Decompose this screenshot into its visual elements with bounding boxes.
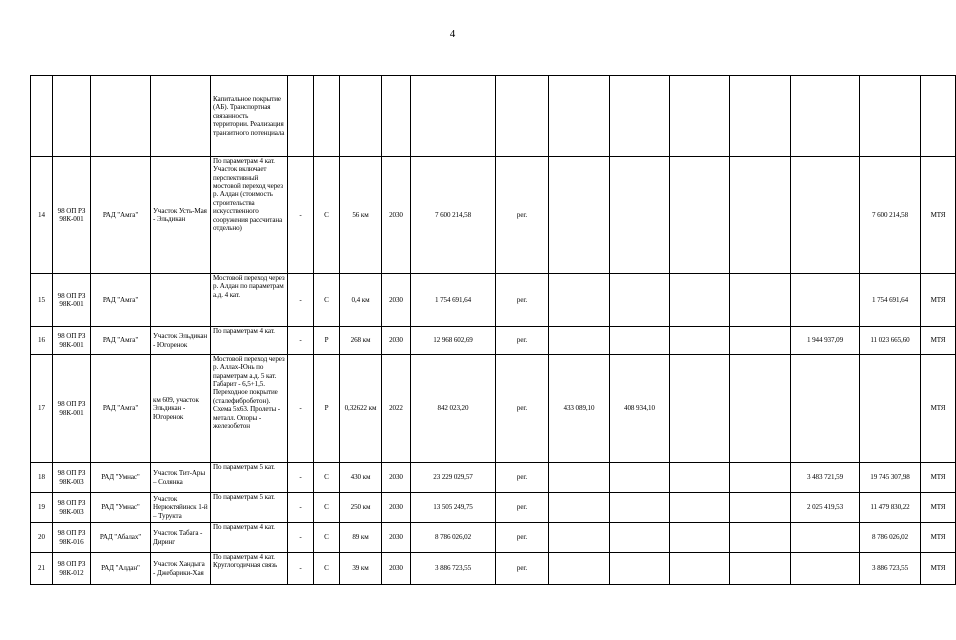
cell-no: 18: [31, 463, 53, 493]
cell-year-3: [670, 76, 730, 157]
cell-section: Участок Нерюктяйинск 1-й – Турукта: [151, 493, 211, 523]
cell-responsible: МТЯ: [921, 274, 956, 327]
cell-total: 19 745 307,98: [860, 463, 921, 493]
cell-total: 1 754 691,64: [860, 274, 921, 327]
cell-source: рег.: [496, 274, 549, 327]
cell-no: 16: [31, 327, 53, 355]
cell-length: 430 км: [340, 463, 382, 493]
cell-year: 2030: [382, 523, 411, 553]
cell-year-5: [791, 523, 860, 553]
cell-year-5: 1 944 937,09: [791, 327, 860, 355]
cell-year-3: [670, 157, 730, 274]
cell-section: [151, 274, 211, 327]
cell-category: С: [314, 493, 340, 523]
cell-category: С: [314, 523, 340, 553]
cell-road-code: 98 ОП РЗ 98К-016: [53, 523, 91, 553]
cell-year-1: [549, 76, 610, 157]
cell-year-5: [791, 355, 860, 463]
cell-road-name: РАД "Алдан": [91, 553, 151, 585]
cell-dash: -: [288, 553, 314, 585]
cell-category: С: [314, 553, 340, 585]
cell-section: Участок Хандыга - Джебарики-Хая: [151, 553, 211, 585]
cell-year-1: [549, 523, 610, 553]
cell-year-2: [610, 327, 670, 355]
cell-year-4: [730, 463, 791, 493]
cell-year-1: [549, 463, 610, 493]
cell-year-1: 433 089,10: [549, 355, 610, 463]
cell-year-4: [730, 274, 791, 327]
cell-section: Участок Тит-Ары – Солянка: [151, 463, 211, 493]
cell-dash: -: [288, 523, 314, 553]
road-projects-table: [30, 75, 956, 585]
cell-total: [860, 76, 921, 157]
cell-road-code: 98 ОП РЗ 98К-003: [53, 463, 91, 493]
cell-section: Участок Эльдикан - Югоренок: [151, 327, 211, 355]
cell-year-4: [730, 553, 791, 585]
cell-road-name: РАД "Амга": [91, 355, 151, 463]
cell-description: По параметрам 5 кат.: [211, 493, 288, 523]
cell-total: 7 600 214,58: [860, 157, 921, 274]
cell-source: рег.: [496, 553, 549, 585]
cell-road-name: РАД "Абалах": [91, 523, 151, 553]
cell-year-4: [730, 355, 791, 463]
cell-responsible: МТЯ: [921, 493, 956, 523]
cell-section: Участок Табага - Диринг: [151, 523, 211, 553]
cell-total: 8 786 026,02: [860, 523, 921, 553]
cell-category: [314, 76, 340, 157]
cell-year-2: [610, 76, 670, 157]
cell-year-2: 408 934,10: [610, 355, 670, 463]
cell-year-2: [610, 553, 670, 585]
cell-cost: [411, 76, 496, 157]
table-row: [31, 327, 956, 355]
cell-total: 3 886 723,55: [860, 553, 921, 585]
cell-road-code: 98 ОП РЗ 98К-012: [53, 553, 91, 585]
cell-road-name: РАД "Амга": [91, 327, 151, 355]
cell-no: 17: [31, 355, 53, 463]
cell-no: 14: [31, 157, 53, 274]
cell-year: 2030: [382, 493, 411, 523]
cell-length: 56 км: [340, 157, 382, 274]
table-row: [31, 76, 956, 157]
cell-cost: 23 229 029,57: [411, 463, 496, 493]
cell-length: 268 км: [340, 327, 382, 355]
cell-year-1: [549, 327, 610, 355]
cell-year-3: [670, 355, 730, 463]
cell-cost: 1 754 691,64: [411, 274, 496, 327]
cell-description: Мостовой переход через р. Алдан по параметрам а.д. 4 кат.: [211, 274, 288, 327]
cell-year: 2030: [382, 327, 411, 355]
cell-year: [382, 76, 411, 157]
cell-total: [860, 355, 921, 463]
cell-description: По параметрам 4 кат. Участок включает перспективный мостовой переход через р. Алдан (стоимость строительства искусственного сооружения рассчитана отдельно): [211, 157, 288, 274]
cell-length: 0,4 км: [340, 274, 382, 327]
cell-length: 39 км: [340, 553, 382, 585]
cell-year-4: [730, 157, 791, 274]
cell-year-3: [670, 493, 730, 523]
cell-year: 2022: [382, 355, 411, 463]
cell-year: 2030: [382, 463, 411, 493]
cell-year-3: [670, 463, 730, 493]
cell-road-name: [91, 76, 151, 157]
cell-year-5: [791, 553, 860, 585]
cell-responsible: МТЯ: [921, 463, 956, 493]
cell-year-1: [549, 553, 610, 585]
cell-responsible: МТЯ: [921, 157, 956, 274]
cell-description: По параметрам 4 кат. Круглогодичная связь: [211, 553, 288, 585]
cell-road-name: РАД "Умнас": [91, 493, 151, 523]
cell-cost: 8 786 026,02: [411, 523, 496, 553]
cell-length: 89 км: [340, 523, 382, 553]
cell-year-5: 2 025 419,53: [791, 493, 860, 523]
cell-no: 20: [31, 523, 53, 553]
cell-category: С: [314, 274, 340, 327]
cell-no: 21: [31, 553, 53, 585]
cell-road-code: 98 ОП РЗ 98К-001: [53, 327, 91, 355]
cell-description: Мостовой переход через р. Аллах-Юнь по параметрам а.д. 5 кат. Габарит - 6,5+1,5. Переходное покрытие (сталефибробетон). Схема 5х63. Пролеты - металл. Опоры - железобетон: [211, 355, 288, 463]
table-row: [31, 157, 956, 274]
cell-road-code: 98 ОП РЗ 98К-001: [53, 355, 91, 463]
cell-source: рег.: [496, 327, 549, 355]
cell-description: Капитальное покрытие (АБ). Транспортная связанность территории. Реализация транзитного потенциала: [211, 76, 288, 157]
cell-year-4: [730, 523, 791, 553]
cell-year-2: [610, 463, 670, 493]
cell-road-code: 98 ОП РЗ 98К-003: [53, 493, 91, 523]
cell-road-code: 98 ОП РЗ 98К-001: [53, 274, 91, 327]
cell-source: [496, 76, 549, 157]
cell-year-3: [670, 553, 730, 585]
cell-year-5: 3 483 721,59: [791, 463, 860, 493]
cell-road-name: РАД "Амга": [91, 157, 151, 274]
cell-source: рег.: [496, 523, 549, 553]
cell-dash: -: [288, 463, 314, 493]
cell-year: 2030: [382, 157, 411, 274]
cell-cost: 12 968 602,69: [411, 327, 496, 355]
cell-dash: -: [288, 274, 314, 327]
table-row: [31, 463, 956, 493]
cell-year: 2030: [382, 553, 411, 585]
cell-dash: [288, 76, 314, 157]
cell-year-1: [549, 157, 610, 274]
cell-year-2: [610, 493, 670, 523]
table-row: [31, 274, 956, 327]
cell-year-3: [670, 523, 730, 553]
cell-responsible: МТЯ: [921, 327, 956, 355]
cell-category: С: [314, 463, 340, 493]
cell-source: рег.: [496, 463, 549, 493]
cell-responsible: МТЯ: [921, 355, 956, 463]
cell-description: По параметрам 5 кат.: [211, 463, 288, 493]
cell-category: Р: [314, 327, 340, 355]
cell-total: 11 023 665,60: [860, 327, 921, 355]
cell-year: 2030: [382, 274, 411, 327]
cell-year-3: [670, 327, 730, 355]
table-row: [31, 355, 956, 463]
cell-year-4: [730, 327, 791, 355]
cell-category: Р: [314, 355, 340, 463]
cell-dash: -: [288, 327, 314, 355]
cell-description: По параметрам 4 кат.: [211, 327, 288, 355]
cell-dash: -: [288, 157, 314, 274]
cell-road-name: РАД "Амга": [91, 274, 151, 327]
cell-cost: 7 600 214,58: [411, 157, 496, 274]
cell-responsible: МТЯ: [921, 523, 956, 553]
cell-no: 19: [31, 493, 53, 523]
cell-category: С: [314, 157, 340, 274]
table-row: [31, 523, 956, 553]
cell-cost: 13 505 249,75: [411, 493, 496, 523]
cell-road-code: [53, 76, 91, 157]
cell-year-4: [730, 493, 791, 523]
cell-source: рег.: [496, 157, 549, 274]
cell-responsible: МТЯ: [921, 553, 956, 585]
cell-length: 250 км: [340, 493, 382, 523]
cell-description: По параметрам 4 кат.: [211, 523, 288, 553]
cell-responsible: [921, 76, 956, 157]
cell-year-2: [610, 274, 670, 327]
cell-cost: 842 023,20: [411, 355, 496, 463]
cell-no: [31, 76, 53, 157]
cell-no: 15: [31, 274, 53, 327]
cell-dash: -: [288, 355, 314, 463]
cell-year-1: [549, 274, 610, 327]
cell-section: [151, 76, 211, 157]
table-row: [31, 493, 956, 523]
cell-dash: -: [288, 493, 314, 523]
cell-road-name: РАД "Умнас": [91, 463, 151, 493]
page-number: 4: [449, 28, 456, 40]
cell-year-2: [610, 523, 670, 553]
cell-year-2: [610, 157, 670, 274]
cell-year-5: [791, 274, 860, 327]
cell-source: рег.: [496, 493, 549, 523]
cell-section: Участок Усть-Мая - Эльдикан: [151, 157, 211, 274]
cell-year-5: [791, 157, 860, 274]
cell-year-1: [549, 493, 610, 523]
cell-year-4: [730, 76, 791, 157]
cell-length: 0,32622 км: [340, 355, 382, 463]
cell-cost: 3 886 723,55: [411, 553, 496, 585]
cell-source: рег.: [496, 355, 549, 463]
cell-road-code: 98 ОП РЗ 98К-001: [53, 157, 91, 274]
cell-total: 11 479 830,22: [860, 493, 921, 523]
cell-year-5: [791, 76, 860, 157]
cell-year-3: [670, 274, 730, 327]
cell-section: км 609, участок Эльдикан - Югоренок: [151, 355, 211, 463]
table-row: [31, 553, 956, 585]
cell-length: [340, 76, 382, 157]
